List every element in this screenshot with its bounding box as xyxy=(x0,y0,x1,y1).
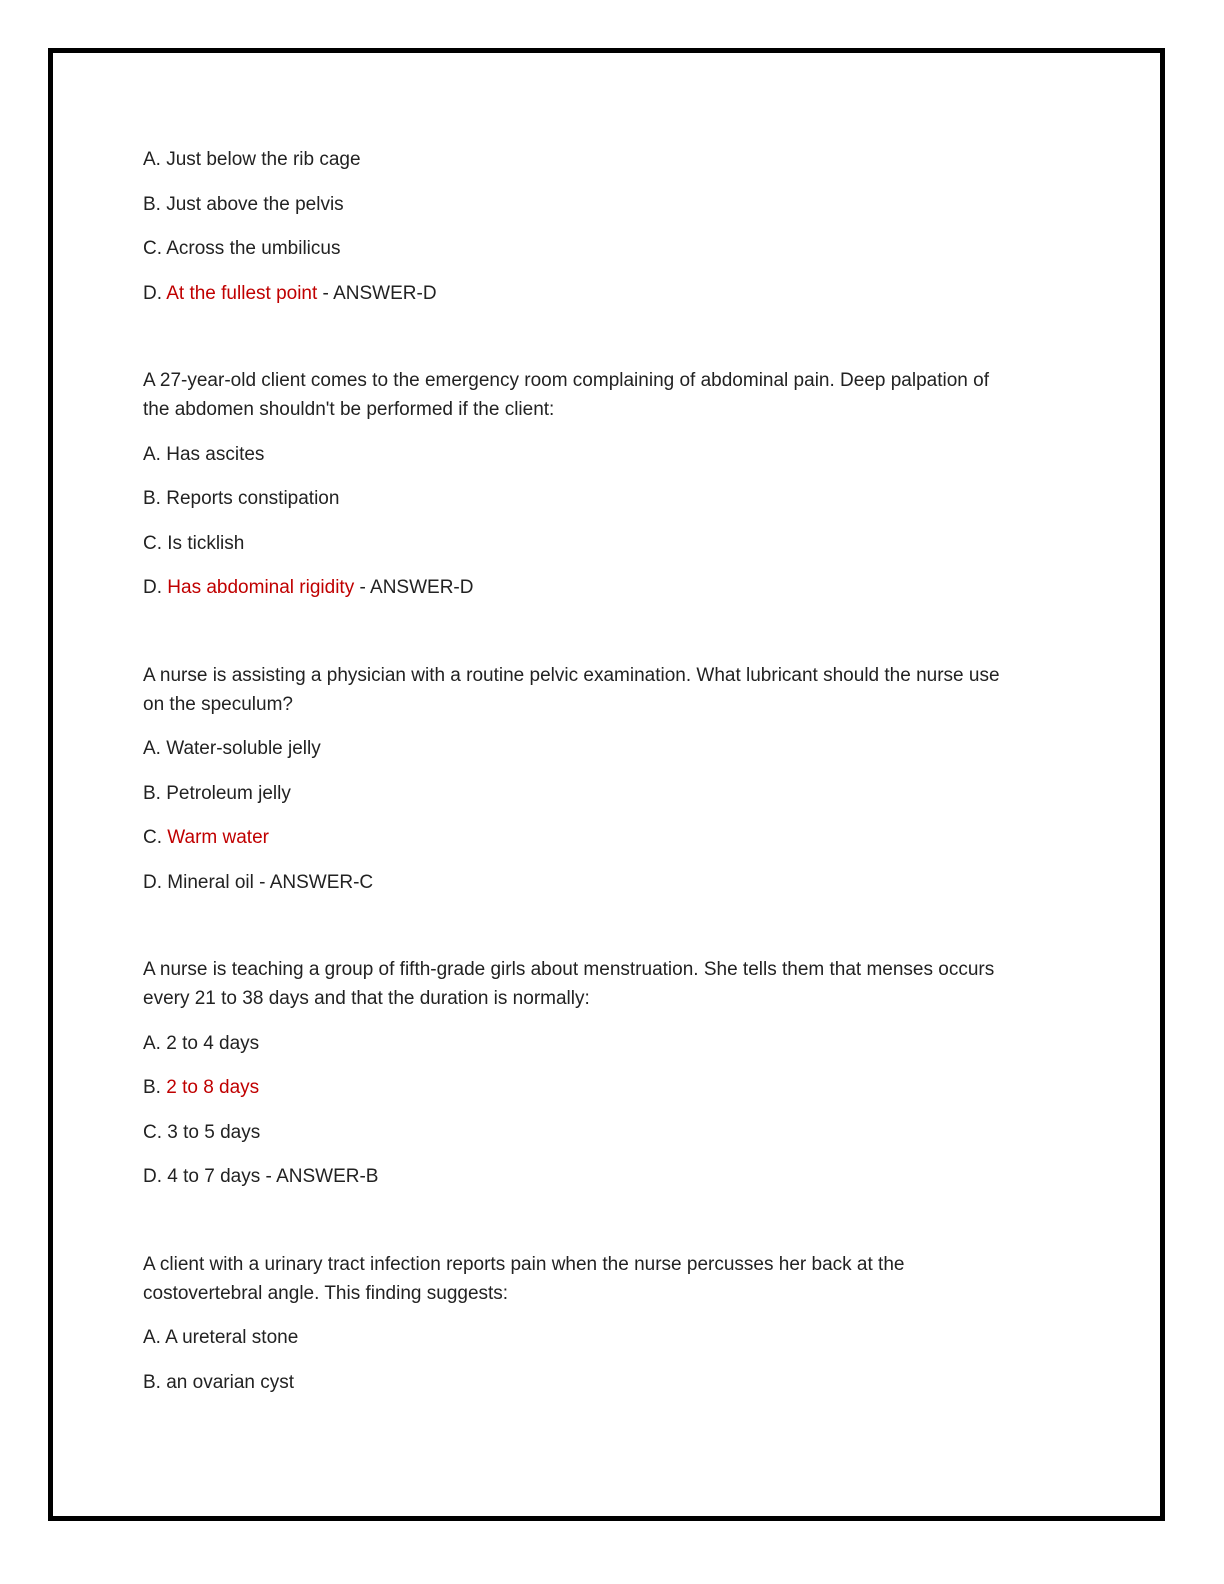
question-block-4 xyxy=(143,1250,1063,1397)
option-d-prefix: D. xyxy=(143,577,168,598)
question-line-2: the abdomen shouldn't be performed if the client: xyxy=(143,399,555,420)
option-b-prefix: B. xyxy=(143,1077,167,1098)
option-a: A. Just below the rib cage xyxy=(143,149,361,170)
answer-key: - ANSWER-D xyxy=(354,577,474,598)
option-a: A. 2 to 4 days xyxy=(143,1032,260,1054)
option-c xyxy=(143,823,1063,852)
answer-key: - ANSWER-D xyxy=(317,282,437,304)
correct-answer-highlight: 2 to 8 days xyxy=(166,1077,260,1098)
question-line-1: A client with a urinary tract infection reports pain when the nurse percusses her back at the xyxy=(143,1253,905,1275)
correct-answer-highlight: At the fullest point xyxy=(166,282,318,304)
option-d: D. Mineral oil - ANSWER-C xyxy=(143,871,374,893)
option-b: B. Reports constipation xyxy=(143,488,340,509)
question-line-1: A 27-year-old client comes to the emergency room complaining of abdominal pain. Deep palpation of xyxy=(143,370,989,391)
option-d-prefix: D. xyxy=(143,282,167,304)
option-b: B. an ovarian cyst xyxy=(143,1371,295,1393)
question-line-1: A nurse is teaching a group of fifth-grade girls about menstruation. She tells them that menses occurs xyxy=(143,959,995,980)
option-d: D. 4 to 7 days - ANSWER-B xyxy=(143,1166,379,1187)
question-text xyxy=(143,661,1063,719)
question-block-1 xyxy=(143,366,1063,602)
question-line-1: A nurse is assisting a physician with a routine pelvic examination. What lubricant should the nurse use xyxy=(143,664,1000,686)
option-c: C. Across the umbilicus xyxy=(143,238,341,259)
question-text xyxy=(143,366,1063,424)
question-line-2: on the speculum? xyxy=(143,693,293,715)
option-c: C. 3 to 5 days xyxy=(143,1121,261,1143)
correct-answer-highlight: Has abdominal rigidity xyxy=(167,577,355,598)
question-block-2 xyxy=(143,661,1063,897)
option-a: A. Has ascites xyxy=(143,443,265,465)
option-b: B. Petroleum jelly xyxy=(143,782,291,804)
option-a: A. Water-soluble jelly xyxy=(143,738,321,759)
question-line-2: every 21 to 38 days and that the duration is normally: xyxy=(143,988,590,1009)
question-text xyxy=(143,955,1063,1013)
question-block-3 xyxy=(143,955,1063,1191)
question-line-2: costovertebral angle. This finding suggests: xyxy=(143,1282,509,1304)
document-content xyxy=(143,145,1063,1412)
option-d xyxy=(143,279,1063,308)
question-text xyxy=(143,1250,1063,1308)
option-b xyxy=(143,1073,1063,1102)
option-c-prefix: C. xyxy=(143,827,168,848)
option-a: A. A ureteral stone xyxy=(143,1327,299,1348)
question-block-0 xyxy=(143,145,1063,308)
option-d xyxy=(143,573,1063,602)
correct-answer-highlight: Warm water xyxy=(167,827,269,848)
option-b: B. Just above the pelvis xyxy=(143,193,344,215)
option-c: C. Is ticklish xyxy=(143,532,245,554)
